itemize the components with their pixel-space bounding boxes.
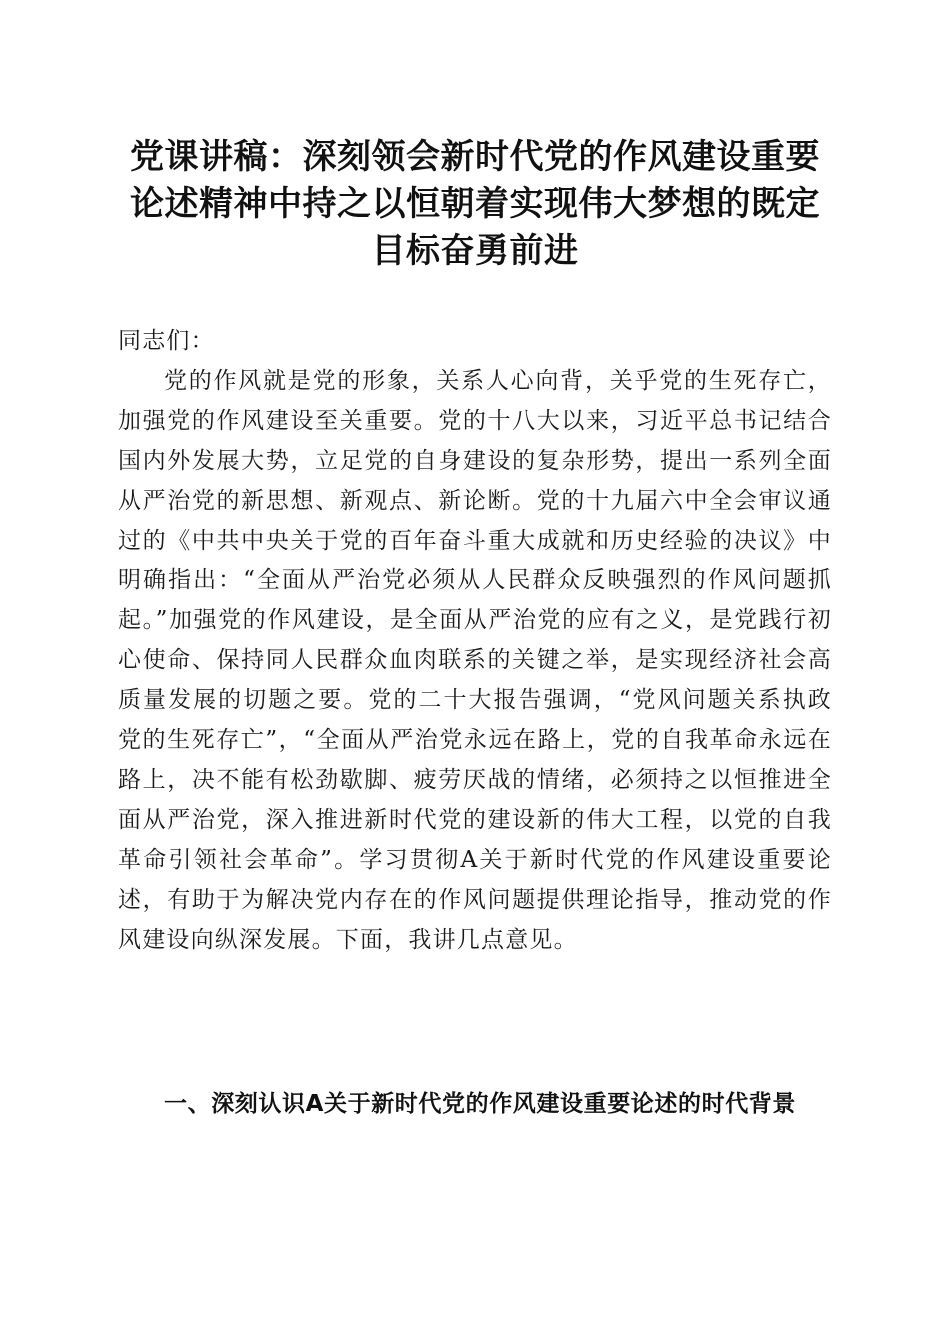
document-body: [118, 322, 832, 961]
section-heading-1: 一、深刻认识A关于新时代党的作风建设重要论述的时代背景: [164, 1091, 797, 1117]
salutation: 同志们：: [118, 328, 215, 354]
title-line-1: 党课讲稿：深刻领会新时代党的作风建设重要: [130, 137, 820, 177]
paragraph-intro: 党的作风就是党的形象，关系人心向背，关乎党的生死存亡，加强党的作风建设至关重要。党的十八大以来，习近平总书记结合国内外发展大势，立足党的自身建设的复杂形势，提出一系列全面从严治党的新思想、新观点、新论断。党的十九届六中全会审议通过的《中共中央关于党的百年奋斗重大成就和历史经验的决议》中明确指出：“全面从严治党必须从人民群众反映强烈的作风问题抓起。”加强党的作风建设，是全面从严治党的应有之义，是党践行初心使命、保持同人民群众血肉联系的关键之举，是实现经济社会高质量发展的切题之要。党的二十大报告强调，“党风问题关系执政党的生死存亡”，“全面从严治党永远在路上，党的自我革命永远在路上，决不能有松劲歇脚、疲劳厌战的情绪，必须持之以恒推进全面从严治党，深入推进新时代党的建设新的伟大工程，以党的自我革命引领社会革命”。学习贯彻A关于新时代党的作风建设重要论述，有助于为解决党内存在的作风问题提供理论指导，推动党的作风建设向纵深发展。下面，我讲几点意见。: [118, 367, 832, 953]
title-line-3: 目标奋勇前进: [371, 231, 579, 271]
document-title: [118, 134, 832, 275]
title-line-2: 论述精神中持之以恒朝着实现伟大梦想的既定: [130, 184, 820, 224]
